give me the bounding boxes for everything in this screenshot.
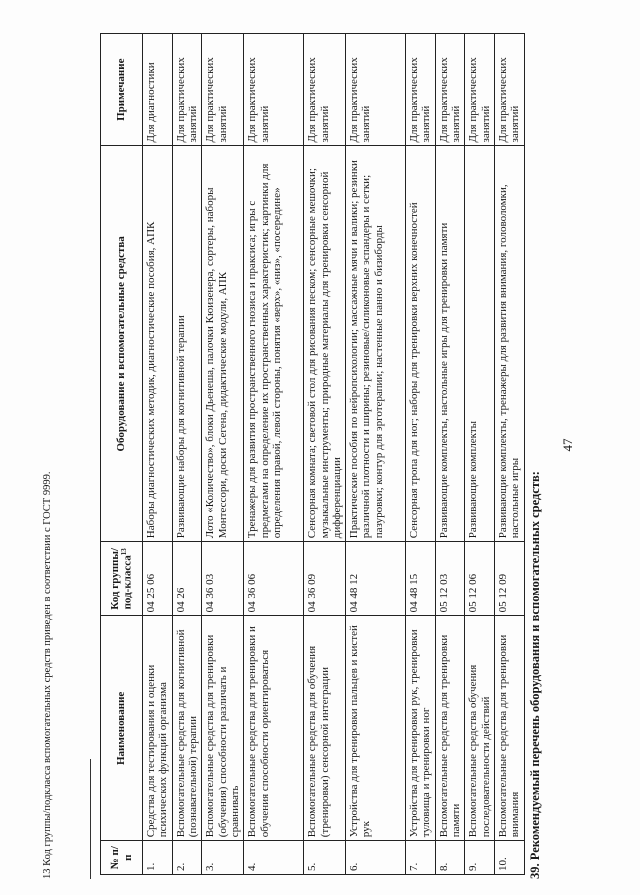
equipment-table (100, 33, 525, 875)
cell-note: Для диагностики (143, 34, 173, 146)
cell-num: 1. (143, 841, 173, 875)
cell-num: 6. (346, 841, 406, 875)
table-row (406, 34, 436, 875)
cell-code: 05 12 03 (435, 542, 465, 616)
header-note: Примечание (101, 34, 143, 146)
header-code: Код группы/под-класса$^{13}$ (101, 542, 143, 616)
cell-num: 4. (244, 841, 304, 875)
cell-num: 7. (406, 841, 436, 875)
cell-name: Средства для тестирования и оценки психических функций организма (143, 616, 173, 841)
cell-num: 2. (172, 841, 202, 875)
cell-note: Для практических занятий (304, 34, 346, 146)
table-row (465, 34, 495, 875)
header-name: Наименование (101, 616, 143, 841)
cell-name: Вспомогательные средства для когнитивной (познавательной) терапии (172, 616, 202, 841)
cell-code: 04 36 03 (202, 542, 244, 616)
cell-note: Для практических занятий (346, 34, 406, 146)
table-row (172, 34, 202, 875)
cell-note: Для практических занятий (465, 34, 495, 146)
table-row (143, 34, 173, 875)
cell-code: 04 36 06 (244, 542, 304, 616)
cell-name: Вспомогательные средства обучения последовательности действий (465, 616, 495, 841)
cell-equipment: Развивающие комплекты (465, 146, 495, 542)
cell-equipment: Сенсорная комната; световой стол для рисования песком; сенсорные мешочки; музыкальные инструменты; природные материалы для тренировки сенсорной дифференциации (304, 146, 346, 542)
cell-name: Вспомогательные средства для тренировки (обучения) способности различать и сравнивать (202, 616, 244, 841)
cell-note: Для практических занятий (172, 34, 202, 146)
cell-equipment: Сенсорная тропа для ног; наборы для тренировки верхних конечностей (406, 146, 436, 542)
section-heading: 39. Рекомендуемый перечень оборудования и вспомогательных средств: (528, 471, 542, 879)
cell-code: 04 25 06 (143, 542, 173, 616)
cell-equipment: Развивающие комплекты, тренажеры для развития внимания, головоломки, настольные игры (495, 146, 525, 542)
footnote-divider (90, 759, 91, 879)
cell-name: Устройства для тренировки пальцев и кистей рук (346, 616, 406, 841)
cell-equipment: Лото «Количество», блоки Дьенеша, палочки Кюизенера, сортеры, наборы Монтессори, доски Сегена, дидактические модули, АПК (202, 146, 244, 542)
cell-equipment: Развивающие комплекты, настольные игры для тренировки памяти (435, 146, 465, 542)
cell-note: Для практических занятий (406, 34, 436, 146)
cell-equipment: Тренажеры для развития пространственного гнозиса и праксиса; игры с предметами на определение их пространственных характеристик; картинки для определения правой, левой стороны, понятия «верх», «низ», «посередине» (244, 146, 304, 542)
table-row (495, 34, 525, 875)
cell-note: Для практических занятий (495, 34, 525, 146)
table-header-row (101, 34, 143, 875)
cell-note: Для практических занятий (202, 34, 244, 146)
cell-name: Вспомогательные средства для тренировки внимания (495, 616, 525, 841)
cell-equipment: Практические пособия по нейропсихологии; массажные мячи и валики; резинки различной плотности и ширины; резиновые/силиконовые эспандеры и сетки; пазуровки; контур для эрготерапии; настенные панно и бизиборды (346, 146, 406, 542)
table-row (304, 34, 346, 875)
table-row (435, 34, 465, 875)
page-number: 47 (560, 438, 575, 452)
table-row (244, 34, 304, 875)
footnote: 13 Код группы/подкласса вспомогательных средств приведен в соответствии с ГОСТ 9999. (42, 471, 53, 879)
header-num: № п/п (101, 841, 143, 875)
cell-num: 9. (465, 841, 495, 875)
cell-code: 04 48 12 (346, 542, 406, 616)
cell-name: Вспомогательные средства для тренировки памяти (435, 616, 465, 841)
cell-code: 05 12 09 (495, 542, 525, 616)
cell-code: 04 36 09 (304, 542, 346, 616)
cell-note: Для практических занятий (244, 34, 304, 146)
cell-num: 10. (495, 841, 525, 875)
cell-num: 8. (435, 841, 465, 875)
cell-name: Устройства для тренировки рук, тренировки туловища и тренировки ног (406, 616, 436, 841)
cell-code: 04 48 15 (406, 542, 436, 616)
cell-note: Для практических занятий (435, 34, 465, 146)
table-row (202, 34, 244, 875)
cell-equipment: Наборы диагностических методик, диагностические пособия, АПК (143, 146, 173, 542)
cell-num: 5. (304, 841, 346, 875)
cell-name: Вспомогательные средства для тренировки и обучения способности ориентироваться (244, 616, 304, 841)
cell-code: 05 12 06 (465, 542, 495, 616)
table-row (346, 34, 406, 875)
cell-equipment: Развивающие наборы для когнитивной терапии (172, 146, 202, 542)
header-equipment: Оборудование и вспомогательные средства (101, 146, 143, 542)
cell-code: 04 26 (172, 542, 202, 616)
cell-name: Вспомогательные средства для обучения (тренировки) сенсорной интеграции (304, 616, 346, 841)
cell-num: 3. (202, 841, 244, 875)
